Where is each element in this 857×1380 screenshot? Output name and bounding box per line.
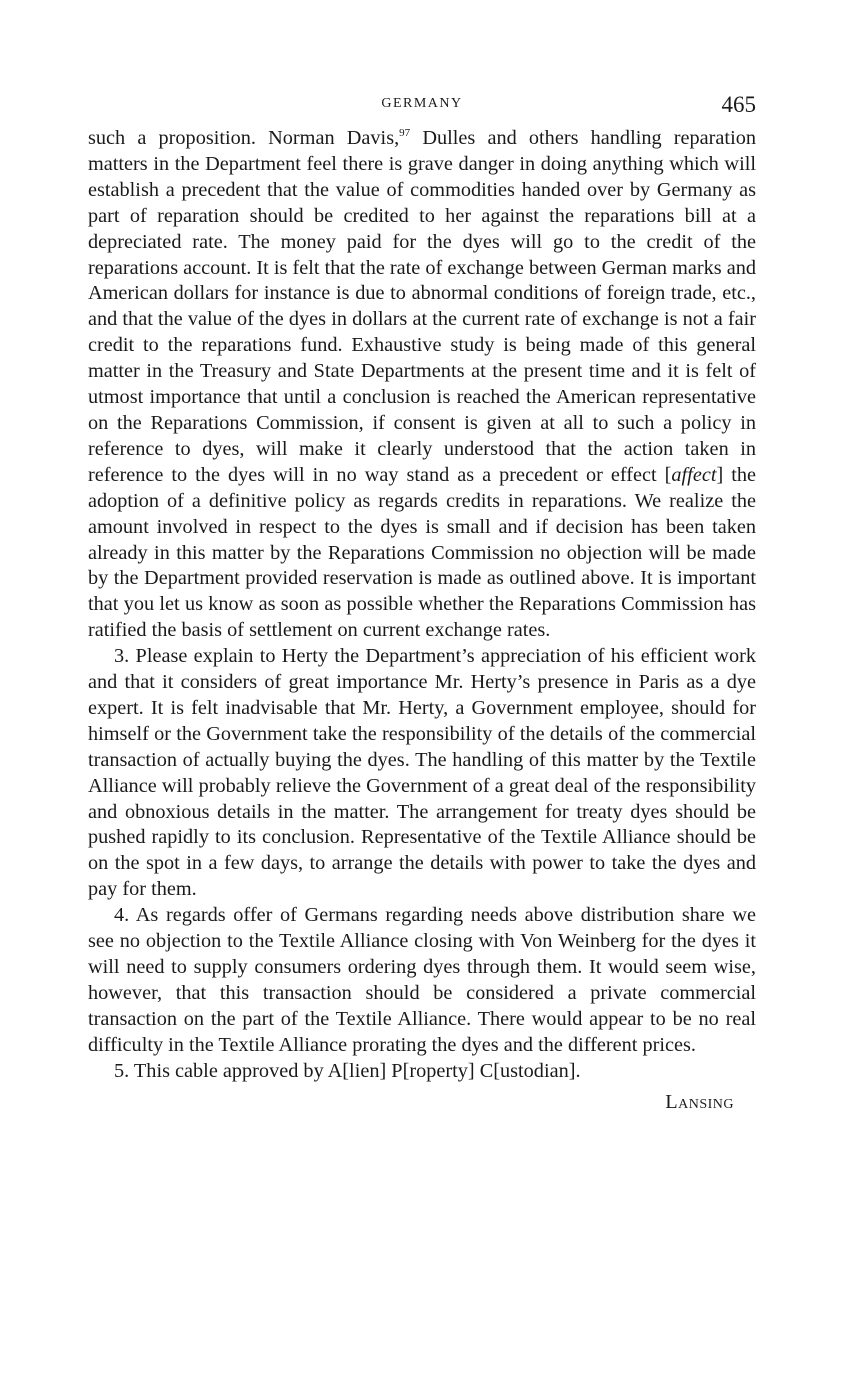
footnote-reference: 97: [399, 127, 411, 139]
document-page: [88, 92, 756, 1115]
signature: Lansing: [665, 1090, 734, 1113]
paragraph-3: 3. Please explain to Herty the Department’s appreciation of his efficient work and that it considers of great importance Mr. Herty’s presence in Paris as a dye expert. It is felt inadvisable that Mr. Herty, a Government employee, should for himself or the Government take the responsibility of the details of the commercial transaction of actually buying the dyes. The handling of this matter by the Textile Alliance will probably relieve the Government of a great deal of the responsibility and obnoxious details in the matter. The arrangement for treaty dyes should be pushed rapidly to its conclusion. Representative of the Textile Alliance should be on the spot in a few days, to arrange the details with power to take the dyes and pay for them.: [88, 645, 756, 901]
paragraph-continued: [88, 126, 756, 644]
paragraph-text: ] the adoption of a definitive policy as regards credits in reparations. We realize the amount involved in respect to the dyes is small and if decision has been taken already in this matter by the Reparations Commission no objection will be made by the Department provided reservation is made as outlined above. It is important that you let us know as soon as possible whether the Reparations Commission has ratified the basis of settlement on current exchange rates.: [88, 463, 756, 642]
paragraph-text: Dulles and others handling reparation matters in the Department feel there is grave danger in doing anything which will establish a precedent that the value of commodities handed over by Germany as part of reparation should be credited to her against the reparations bill at a depreciated rate. The money paid for the dyes will go to the credit of the reparations account. It is felt that the rate of exchange between German marks and American dollars for instance is due to abnormal conditions of foreign trade, etc., and that the value of the dyes in dollars at the current rate of exchange is not a fair credit to the reparations fund. Exhaustive study is being made of this general matter in the Treasury and State Departments at the present time and it is felt of utmost importance that until a conclusion is reached the American representative on the Reparations Commission, if consent is given at all to such a policy in reference to dyes, will make it clearly understood that the action taken in reference to the dyes will in no way stand as a precedent or effect [: [88, 127, 756, 486]
body-text: [88, 126, 756, 1085]
running-header: [88, 92, 756, 126]
running-title: GERMANY: [381, 96, 463, 111]
editorial-correction: affect: [671, 463, 717, 486]
page-number: 465: [721, 92, 756, 117]
paragraph-5: 5. This cable approved by A[lien] P[roperty] C[ustodian].: [114, 1059, 581, 1082]
paragraph-text: such a proposition. Norman Davis,: [88, 127, 400, 149]
paragraph-4: 4. As regards offer of Germans regarding needs above distribution share we see no objection to the Textile Alliance closing with Von Weinberg for the dyes it will need to supply consumers ordering dyes through them. It would seem wise, however, that this transaction should be considered a private commercial transaction on the part of the Textile Alliance. There would appear to be no real difficulty in the Textile Alliance prorating the dyes and the different prices.: [88, 904, 756, 1056]
